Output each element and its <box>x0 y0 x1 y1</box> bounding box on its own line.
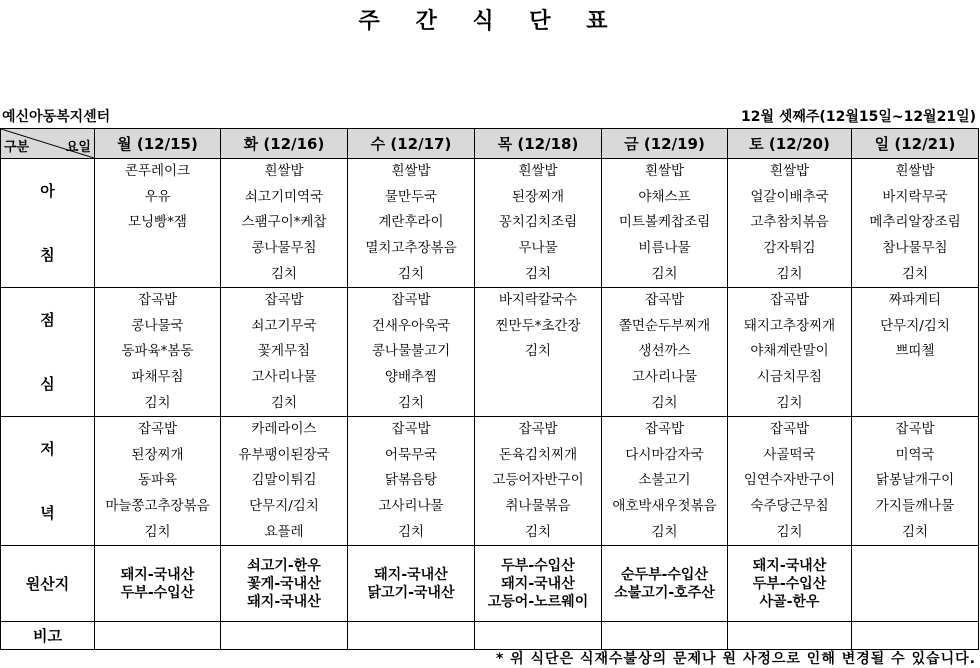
menu-item: 고등어자반구이 <box>475 468 602 494</box>
menu-item: 카레라이스 <box>221 417 348 443</box>
menu-item: 어묵무국 <box>348 443 475 469</box>
menu-item: 김치 <box>602 390 728 416</box>
menu-item: 잡곡밥 <box>475 417 602 443</box>
origin-cell: 돼지-국내산 두부-수입산 사골-한우 <box>728 546 852 622</box>
menu-item: 계란후라이 <box>348 210 475 236</box>
menu-item: 쫄면순두부찌개 <box>602 314 728 340</box>
origin-label: 원산지 <box>1 546 95 622</box>
menu-item: 바지락무국 <box>852 185 979 211</box>
menu-item: 메추리알장조림 <box>852 210 979 236</box>
menu-row <box>1 468 979 494</box>
menu-item: 건새우아욱국 <box>348 314 475 340</box>
menu-item <box>475 365 602 391</box>
menu-item: 콩나물국 <box>95 314 221 340</box>
menu-row <box>1 417 979 443</box>
note-cell <box>348 622 475 650</box>
origin-cell <box>852 546 979 622</box>
menu-item: 흰쌀밥 <box>348 159 475 185</box>
menu-item: 소불고기 <box>602 468 728 494</box>
menu-item: 김치 <box>852 519 979 545</box>
menu-item: 짜파게티 <box>852 288 979 314</box>
menu-item: 돈육김치찌개 <box>475 443 602 469</box>
menu-item: 고사리나물 <box>602 365 728 391</box>
menu-item: 비름나물 <box>602 236 728 262</box>
menu-item: 김치 <box>475 339 602 365</box>
menu-item: 쇠고기미역국 <box>221 185 348 211</box>
menu-item: 모닝빵*잼 <box>95 210 221 236</box>
meal-label-bottom: 녁 <box>40 504 55 522</box>
menu-row <box>1 210 979 236</box>
menu-item: 흰쌀밥 <box>852 159 979 185</box>
menu-item: 김치 <box>728 519 852 545</box>
menu-item: 잡곡밥 <box>348 288 475 314</box>
menu-item: 고사리나물 <box>348 494 475 520</box>
menu-item: 쁘띠첼 <box>852 339 979 365</box>
menu-item: 콘푸레이크 <box>95 159 221 185</box>
menu-row <box>1 519 979 545</box>
menu-item: 물만두국 <box>348 185 475 211</box>
menu-item <box>95 236 221 262</box>
day-header-fri: 금 (12/19) <box>602 129 728 159</box>
menu-item: 김치 <box>348 261 475 287</box>
menu-item: 김치 <box>728 390 852 416</box>
note-cell <box>728 622 852 650</box>
note-cell <box>221 622 348 650</box>
menu-item: 동파육*봄동 <box>95 339 221 365</box>
menu-item: 김치 <box>95 519 221 545</box>
menu-item: 잡곡밥 <box>95 417 221 443</box>
menu-item: 멸치고추장볶음 <box>348 236 475 262</box>
menu-item: 임연수자반구이 <box>728 468 852 494</box>
menu-item: 흰쌀밥 <box>221 159 348 185</box>
meal-label-top: 아 <box>40 182 55 200</box>
menu-item: 얼갈이배추국 <box>728 185 852 211</box>
menu-item: 무나물 <box>475 236 602 262</box>
header-row <box>1 129 979 159</box>
menu-item: 된장찌개 <box>95 443 221 469</box>
day-header-mon: 월 (12/15) <box>95 129 221 159</box>
menu-item: 흰쌀밥 <box>728 159 852 185</box>
menu-item: 김치 <box>348 519 475 545</box>
menu-item: 된장찌개 <box>475 185 602 211</box>
menu-item <box>852 390 979 416</box>
menu-item: 사골떡국 <box>728 443 852 469</box>
menu-item: 고추참치볶음 <box>728 210 852 236</box>
menu-item: 김치 <box>602 261 728 287</box>
menu-item: 잡곡밥 <box>852 417 979 443</box>
origin-cell: 돼지-국내산 두부-수입산 <box>95 546 221 622</box>
menu-row <box>1 365 979 391</box>
menu-item: 단무지/김치 <box>852 314 979 340</box>
menu-item: 찐만두*초간장 <box>475 314 602 340</box>
menu-item: 콩나물무침 <box>221 236 348 262</box>
menu-item: 요플레 <box>221 519 348 545</box>
menu-item: 김치 <box>475 261 602 287</box>
center-name: 예신아동복지센터 <box>2 109 111 125</box>
day-header-sun: 일 (12/21) <box>852 129 979 159</box>
menu-row <box>1 261 979 287</box>
menu-item: 감자튀김 <box>728 236 852 262</box>
menu-row <box>1 288 979 314</box>
menu-item: 생선까스 <box>602 339 728 365</box>
header-gu: 구분 <box>4 140 30 155</box>
menu-row <box>1 236 979 262</box>
menu-item: 고사리나물 <box>221 365 348 391</box>
week-label: 12월 셋째주(12월15일~12월21일) <box>740 109 976 125</box>
menu-item: 김치 <box>602 519 728 545</box>
origin-cell: 쇠고기-한우 꽃게-국내산 돼지-국내산 <box>221 546 348 622</box>
page-title: 주 간 식 단 표 <box>358 9 622 34</box>
menu-item: 참나물무침 <box>852 236 979 262</box>
menu-table <box>0 128 979 650</box>
menu-item: 돼지고추장찌개 <box>728 314 852 340</box>
day-header-wed: 수 (12/17) <box>348 129 475 159</box>
menu-item: 꽁치김치조림 <box>475 210 602 236</box>
menu-item: 콩나물불고기 <box>348 339 475 365</box>
menu-item: 유부팽이된장국 <box>221 443 348 469</box>
origin-row <box>1 546 979 622</box>
menu-item: 애호박새우젓볶음 <box>602 494 728 520</box>
note-cell <box>602 622 728 650</box>
menu-item: 김치 <box>348 390 475 416</box>
header-yoil: 요일 <box>65 140 91 155</box>
menu-item: 미역국 <box>852 443 979 469</box>
menu-row <box>1 443 979 469</box>
menu-item: 양배추찜 <box>348 365 475 391</box>
menu-item: 김치 <box>221 261 348 287</box>
menu-item: 흰쌀밥 <box>475 159 602 185</box>
menu-item: 바지락칼국수 <box>475 288 602 314</box>
day-header-thu: 목 (12/18) <box>475 129 602 159</box>
menu-item: 파채무침 <box>95 365 221 391</box>
menu-item: 잡곡밥 <box>728 417 852 443</box>
menu-item: 닭볶음탕 <box>348 468 475 494</box>
menu-item: 김말이튀김 <box>221 468 348 494</box>
note-cell <box>95 622 221 650</box>
menu-item: 김치 <box>95 390 221 416</box>
note-row <box>1 622 979 650</box>
origin-cell: 순두부-수입산 소불고기-호주산 <box>602 546 728 622</box>
menu-item: 잡곡밥 <box>602 417 728 443</box>
menu-item: 잡곡밥 <box>95 288 221 314</box>
menu-item: 닭봉날개구이 <box>852 468 979 494</box>
meal-label <box>1 417 95 546</box>
origin-cell: 두부-수입산 돼지-국내산 고등어-노르웨이 <box>475 546 602 622</box>
menu-item: 마늘쫑고추장볶음 <box>95 494 221 520</box>
meal-label-top: 저 <box>40 440 55 458</box>
menu-item: 김치 <box>221 390 348 416</box>
menu-item <box>95 261 221 287</box>
day-header-sat: 토 (12/20) <box>728 129 852 159</box>
meal-label <box>1 159 95 288</box>
menu-item: 꽃게무침 <box>221 339 348 365</box>
menu-item: 스팸구이*케찹 <box>221 210 348 236</box>
menu-item: 잡곡밥 <box>348 417 475 443</box>
menu-item: 잡곡밥 <box>728 288 852 314</box>
menu-item: 시금치무침 <box>728 365 852 391</box>
meal-label <box>1 288 95 417</box>
menu-item: 김치 <box>852 261 979 287</box>
menu-item: 가지들깨나물 <box>852 494 979 520</box>
header-corner <box>1 129 95 159</box>
note-cell <box>852 622 979 650</box>
menu-row <box>1 159 979 185</box>
menu-item: 잡곡밥 <box>602 288 728 314</box>
menu-row <box>1 494 979 520</box>
meal-label-bottom: 심 <box>40 375 55 393</box>
menu-item: 숙주당근무침 <box>728 494 852 520</box>
menu-item: 흰쌀밥 <box>602 159 728 185</box>
menu-item: 취나물볶음 <box>475 494 602 520</box>
meal-label-bottom: 침 <box>40 246 55 264</box>
menu-item: 단무지/김치 <box>221 494 348 520</box>
menu-item: 김치 <box>475 519 602 545</box>
menu-row <box>1 314 979 340</box>
note-label: 비고 <box>1 622 95 650</box>
notice-text: * 위 식단은 식재수불상의 문제나 원 사정으로 인해 변경될 수 있습니다. <box>495 651 976 667</box>
menu-item: 다시마감자국 <box>602 443 728 469</box>
menu-item: 쇠고기무국 <box>221 314 348 340</box>
day-header-tue: 화 (12/16) <box>221 129 348 159</box>
menu-row <box>1 390 979 416</box>
note-cell <box>475 622 602 650</box>
menu-item <box>852 365 979 391</box>
menu-item: 동파육 <box>95 468 221 494</box>
menu-row <box>1 339 979 365</box>
menu-item: 잡곡밥 <box>221 288 348 314</box>
meal-label-top: 점 <box>40 311 55 329</box>
menu-item: 김치 <box>728 261 852 287</box>
menu-item: 야채계란말이 <box>728 339 852 365</box>
origin-cell: 돼지-국내산 닭고기-국내산 <box>348 546 475 622</box>
menu-item <box>475 390 602 416</box>
menu-item: 우유 <box>95 185 221 211</box>
menu-row <box>1 185 979 211</box>
menu-item: 미트볼케찹조림 <box>602 210 728 236</box>
menu-item: 야채스프 <box>602 185 728 211</box>
